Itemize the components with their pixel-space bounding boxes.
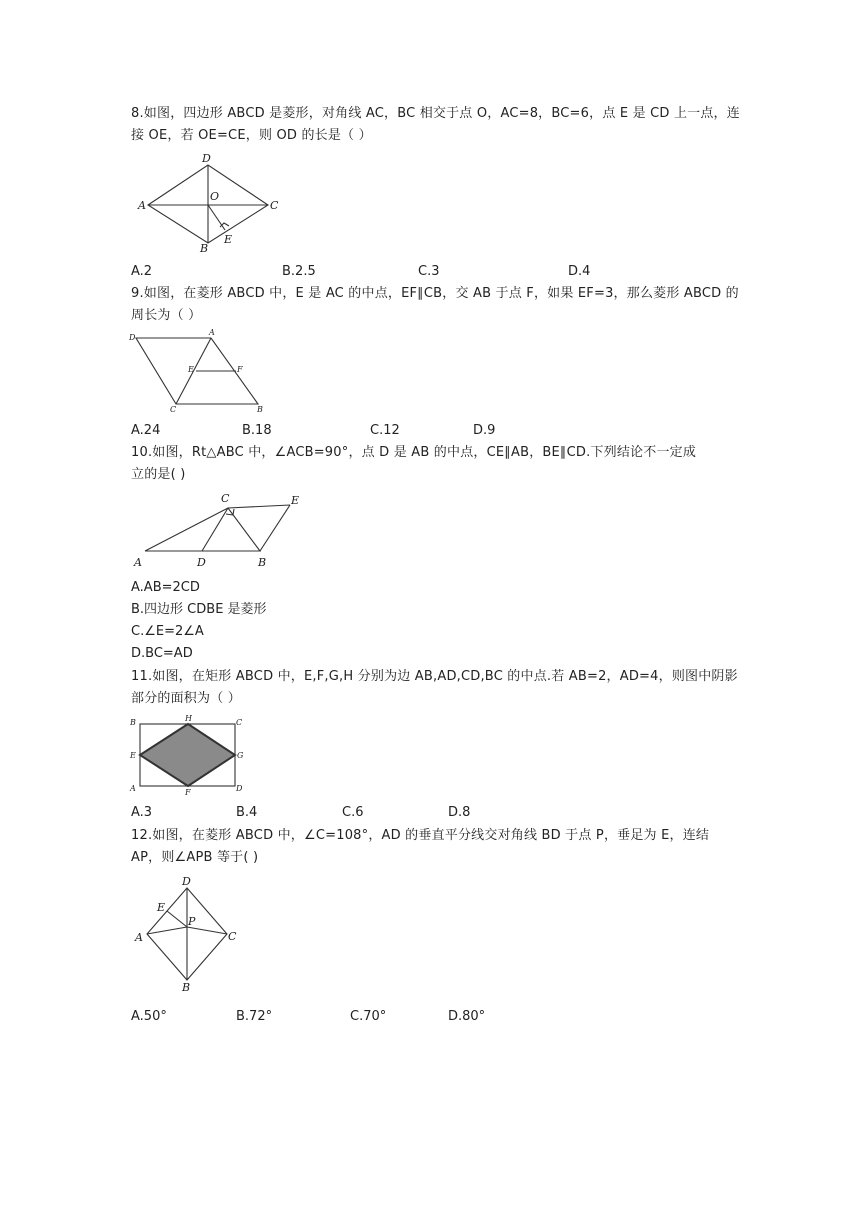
q9-label-c: C <box>170 405 177 414</box>
q10-text-line1: 10.如图，Rt△ABC 中，∠ACB=90°，点 D 是 AB 的中点，CE∥AB，BE∥CD.下列结论不一定成 <box>131 445 697 460</box>
q8-label-c: C <box>270 199 279 212</box>
q11-label-g: G <box>237 751 244 760</box>
q10-label-b: B <box>258 556 267 569</box>
q10-option-b[interactable]: B.四边形 CDBE 是菱形 <box>131 602 267 617</box>
q11-text-line2: 部分的面积为（ ） <box>131 691 241 706</box>
q9-label-e: E <box>188 365 194 374</box>
q11-option-b[interactable]: B.4 <box>236 805 258 820</box>
q11-label-d: D <box>236 784 243 793</box>
q10-option-c[interactable]: C.∠E=2∠A <box>131 624 204 639</box>
q9-option-a[interactable]: A.24 <box>131 423 161 438</box>
q8-text-line2: 接 OE，若 OE=CE，则 OD 的长是（ ） <box>131 128 372 143</box>
q11-rectangle-figure <box>128 712 253 802</box>
q9-label-d: D <box>129 333 136 342</box>
q10-triangle-figure <box>130 488 320 573</box>
q8-rhombus-figure <box>130 150 290 255</box>
q12-option-d[interactable]: D.80° <box>448 1009 486 1024</box>
q9-label-f: F <box>237 365 243 374</box>
q8-label-a: A <box>138 199 146 212</box>
q8-text-line1: 8.如图，四边形 ABCD 是菱形，对角线 AC，BC 相交于点 O，AC=8，BC=6，点 E 是 CD 上一点，连 <box>131 106 740 121</box>
q11-text-line1: 11.如图，在矩形 ABCD 中，E,F,G,H 分别为边 AB,AD,CD,BC 的中点.若 AB=2，AD=4，则图中阴影 <box>131 669 738 684</box>
q12-text-line2: AP，则∠APB 等于( ) <box>131 850 259 865</box>
q11-label-e: E <box>130 751 136 760</box>
q9-label-a: A <box>209 328 215 337</box>
q12-label-b: B <box>182 981 191 994</box>
q10-option-d[interactable]: D.BC=AD <box>131 646 193 661</box>
q12-option-a[interactable]: A.50° <box>131 1009 167 1024</box>
q8-option-a[interactable]: A.2 <box>131 264 153 279</box>
q10-text-line2: 立的是( ) <box>131 467 186 482</box>
q9-option-b[interactable]: B.18 <box>242 423 272 438</box>
q12-label-p: P <box>188 915 196 928</box>
q12-label-a: A <box>135 931 143 944</box>
q8-label-b: B <box>200 242 209 255</box>
q9-label-b: B <box>257 405 263 414</box>
q12-label-e: E <box>157 901 166 914</box>
q11-label-f: F <box>185 788 191 797</box>
q11-option-c[interactable]: C.6 <box>342 805 364 820</box>
q10-label-c: C <box>221 492 230 505</box>
q9-option-c[interactable]: C.12 <box>370 423 400 438</box>
q11-option-a[interactable]: A.3 <box>131 805 153 820</box>
q10-option-a[interactable]: A.AB=2CD <box>131 580 200 595</box>
q8-option-d[interactable]: D.4 <box>568 264 591 279</box>
q12-option-c[interactable]: C.70° <box>350 1009 387 1024</box>
q10-label-e: E <box>291 494 300 507</box>
q12-label-c: C <box>228 930 237 943</box>
q9-text-line1: 9.如图，在菱形 ABCD 中，E 是 AC 的中点，EF∥CB，交 AB 于点 F，如果 EF=3，那么菱形 ABCD 的 <box>131 286 739 301</box>
q8-option-b[interactable]: B.2.5 <box>282 264 316 279</box>
q11-label-c: C <box>236 718 243 727</box>
q12-option-b[interactable]: B.72° <box>236 1009 273 1024</box>
q11-label-a: A <box>130 784 136 793</box>
q8-label-d: D <box>202 152 211 165</box>
q11-option-d[interactable]: D.8 <box>448 805 471 820</box>
q11-label-h: H <box>185 714 192 723</box>
q8-label-e: E <box>224 233 233 246</box>
q9-text-line2: 周长为（ ） <box>131 308 202 323</box>
q12-rhombus-figure <box>130 874 245 994</box>
q12-label-d: D <box>182 875 191 888</box>
q9-option-d[interactable]: D.9 <box>473 423 496 438</box>
q10-label-a: A <box>134 556 142 569</box>
q12-text-line1: 12.如图，在菱形 ABCD 中，∠C=108°，AD 的垂直平分线交对角线 BD 于点 P，垂足为 E，连结 <box>131 828 710 843</box>
q9-rhombus-figure <box>126 328 276 418</box>
q8-label-o: O <box>210 190 220 203</box>
q8-option-c[interactable]: C.3 <box>418 264 440 279</box>
q11-label-b: B <box>130 718 136 727</box>
q10-label-d: D <box>197 556 206 569</box>
